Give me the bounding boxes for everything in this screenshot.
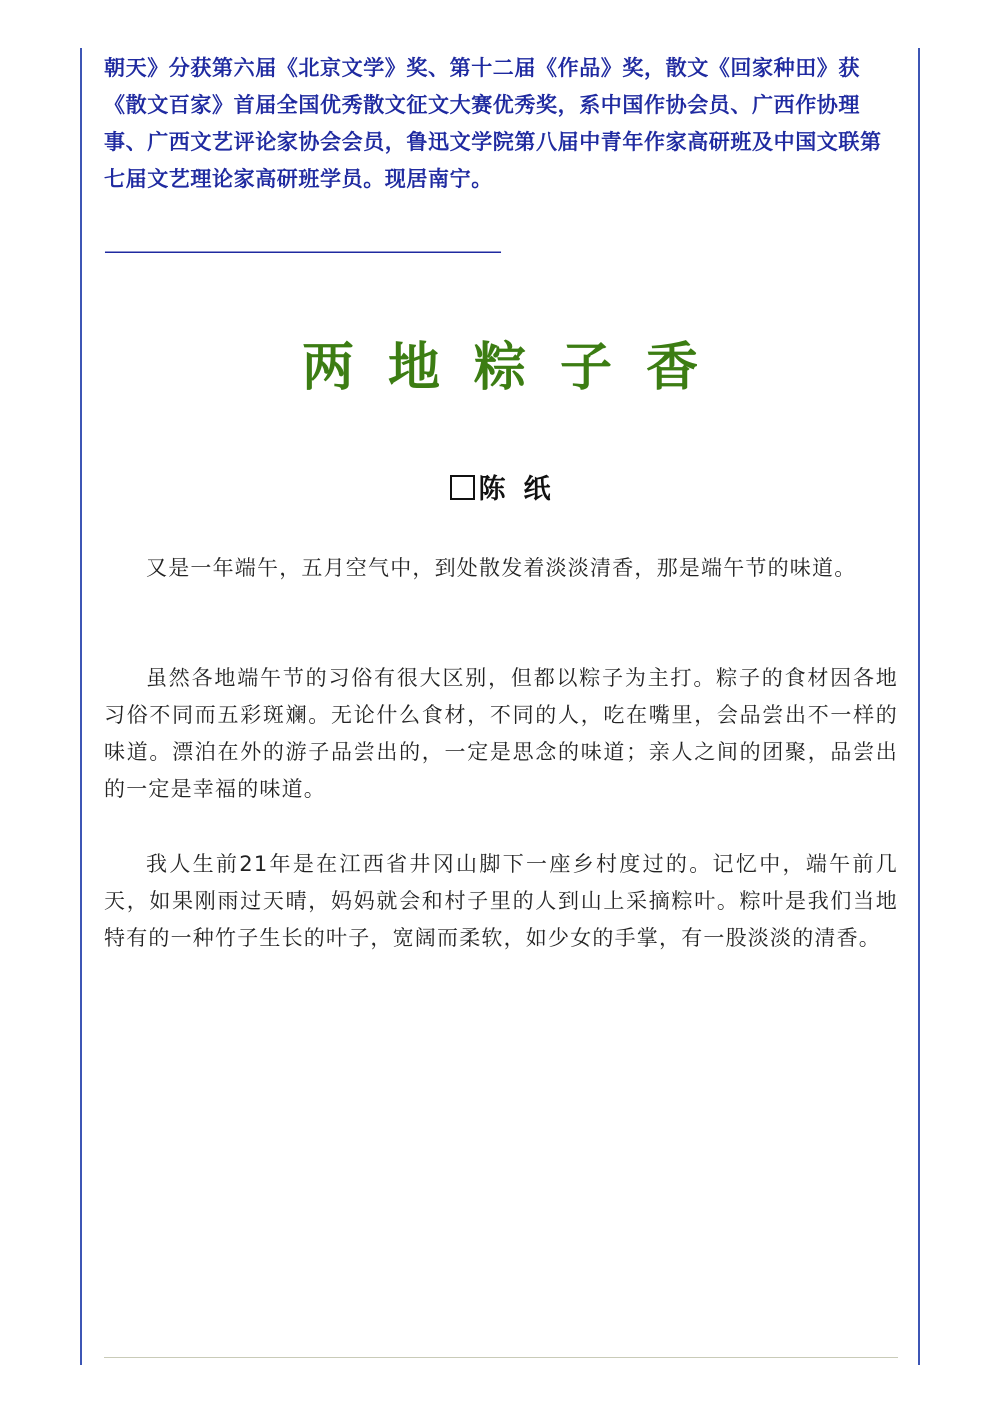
body-paragraph-3: 我人生前21年是在江西省井冈山脚下一座乡村度过的。记忆中，端午前几天，如果刚雨过天晴，妈妈就会和村子里的人到山上采摘粽叶。粽叶是我们当地特有的一种竹子生长的叶子，宽阔而柔软，如少女的手掌，有一股淡淡的清香。: [104, 852, 898, 950]
right-border-line: [918, 48, 920, 1365]
author-given-name: 纸: [523, 474, 551, 505]
article-byline: [0, 470, 1000, 510]
author-surname: 陈: [478, 474, 506, 505]
left-border-line: [80, 48, 82, 1365]
article-title: 两地粽子香: [301, 338, 732, 398]
page-bottom-line: [104, 1357, 898, 1358]
author-bio: 朝天》分获第六届《北京文学》奖、第十二届《作品》奖，散文《回家种田》获《散文百家》首届全国优秀散文征文大赛优秀奖，系中国作协会员、广西作协理事、广西文艺评论家协会会员，鲁迅文学院第八届中青年作家高研班及中国文联第七届文艺理论家高研班学员。现居南宁。: [104, 56, 882, 191]
body-paragraph-2: 虽然各地端午节的习俗有很大区别，但都以粽子为主打。粽子的食材因各地习俗不同而五彩斑斓。无论什么食材，不同的人，吃在嘴里，会品尝出不一样的味道。漂泊在外的游子品尝出的，一定是思念的味道；亲人之间的团聚，品尝出的一定是幸福的味道。: [104, 666, 898, 801]
section-separator: ——————————————————————: [104, 239, 500, 263]
body-paragraph-1: 又是一年端午，五月空气中，到处散发着淡淡清香，那是端午节的味道。: [146, 556, 857, 580]
byline-box-icon: [450, 475, 475, 500]
